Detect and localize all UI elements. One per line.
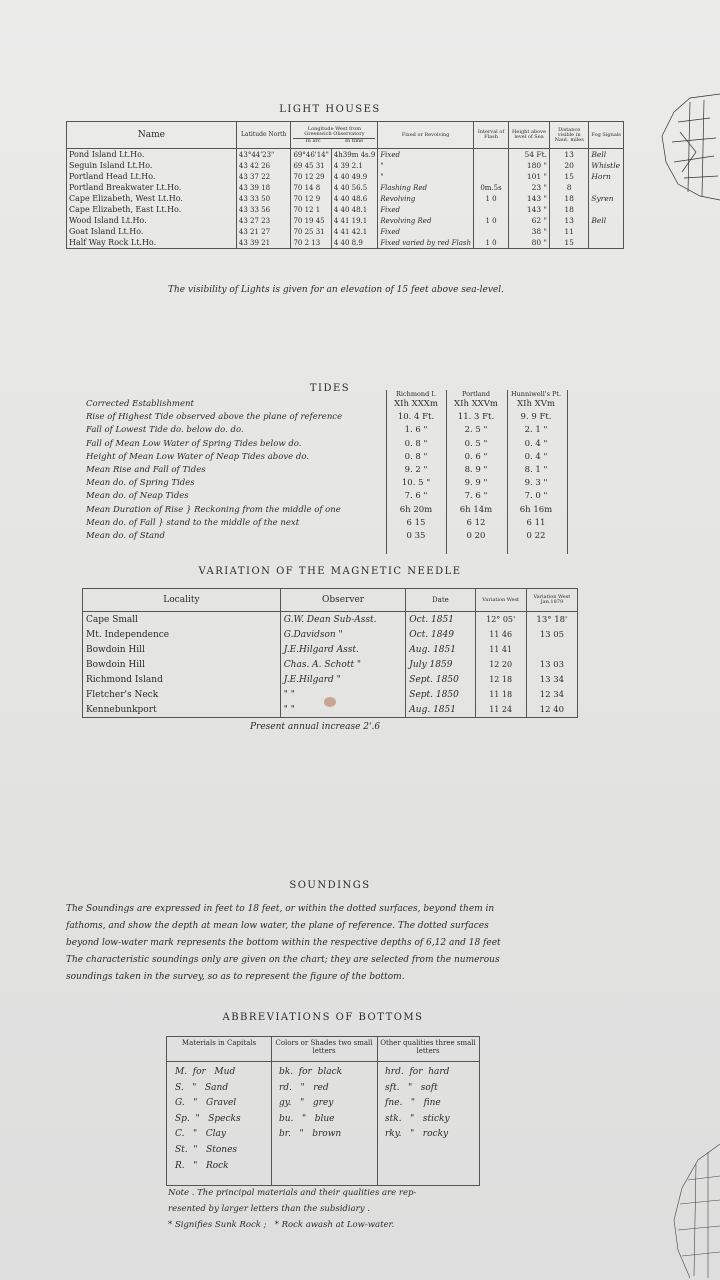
- mag-locality: Fletcher's Neck: [83, 687, 281, 702]
- abbr-quality: fne. " fine: [385, 1098, 441, 1109]
- tide-value: 0 20: [466, 531, 486, 541]
- mag-date: Oct. 1849: [406, 627, 475, 642]
- abbr-header-materials: Materials in Capitals: [181, 1039, 257, 1047]
- lh-fog: Bell: [589, 149, 624, 161]
- lh-name: Pond Island Lt.Ho.: [67, 149, 237, 161]
- lh-latitude: 43 33 50: [236, 193, 291, 204]
- lh-header-distance: Distance visible in Naut. miles: [549, 122, 588, 149]
- lh-type: Fixed: [378, 226, 474, 237]
- tide-value: 10. 4 Ft.: [397, 412, 435, 423]
- lh-height: 180 ": [509, 160, 550, 171]
- lh-header-fog: Fog Signals: [589, 122, 624, 149]
- lh-longitude-arc: 69°46'14": [291, 149, 331, 161]
- lh-type: Revolving: [378, 193, 474, 204]
- lighthouse-row: [67, 193, 624, 204]
- tide-row-label: Mean Duration of Rise } Reckoning from the middle of one: [86, 504, 341, 515]
- mag-observer: G.Davidson ": [280, 627, 406, 642]
- mag-variation-1879: 13° 18': [526, 612, 577, 628]
- lh-type: Fixed: [378, 149, 474, 161]
- tide-row: [86, 452, 566, 465]
- soundings-line: The characteristic soundings only are given on the chart; they are selected from the numerous: [66, 955, 500, 965]
- tide-value: 9. 9 ": [464, 478, 488, 489]
- tide-value: 7. 6 ": [404, 491, 428, 502]
- abbr-material: S. " Sand: [175, 1082, 229, 1093]
- tide-row: [86, 412, 566, 425]
- tide-value: XIh XVm: [517, 399, 555, 409]
- lh-longitude-time: 4h39m 4s.9: [331, 149, 377, 161]
- mag-header-variation: Variation West: [475, 589, 526, 612]
- lh-type: ": [378, 171, 474, 182]
- lh-name: Goat Island Lt.Ho.: [67, 226, 237, 237]
- tides-title: TIDES: [309, 383, 351, 394]
- abbr-color: br. " brown: [279, 1129, 342, 1140]
- mag-locality: Bowdoin Hill: [83, 642, 281, 657]
- lh-interval: [474, 149, 509, 161]
- magnetic-row: [83, 612, 578, 628]
- tide-row: [86, 465, 566, 478]
- mag-variation: 11 24: [475, 702, 526, 718]
- abbr-divider-2: [377, 1037, 378, 1185]
- tide-value: 7. 0 ": [524, 491, 548, 502]
- soundings-line: beyond low-water mark represents the bottom within the respective depths of 6,12 and 18 feet: [66, 938, 501, 948]
- lh-height: 101 ": [509, 171, 550, 182]
- abbr-material: R. " Rock: [175, 1160, 229, 1171]
- mag-variation: 12 18: [475, 672, 526, 687]
- lh-fog: Whistle: [589, 160, 624, 171]
- mag-observer: " ": [280, 702, 406, 718]
- mag-variation-1879: 13 03: [526, 657, 577, 672]
- lh-header-longitude-text: Longitude West from Greenwich Observatory: [304, 125, 365, 137]
- lh-longitude-arc: 70 12 29: [291, 171, 331, 182]
- tide-station-header: Richmond I.: [396, 390, 436, 398]
- soundings-title: SOUNDINGS: [289, 880, 371, 891]
- lh-distance: 20: [549, 160, 588, 171]
- mag-variation-1879: 13 05: [526, 627, 577, 642]
- lh-header-in-arc: In arc: [305, 137, 321, 144]
- abbr-material: G. " Gravel: [175, 1098, 237, 1109]
- soundings-line: fathoms, and show the depth at mean low water, the plane of reference. The dotted surfaces: [66, 921, 489, 931]
- lighthouses-table: [66, 121, 624, 249]
- tide-row: [86, 439, 566, 452]
- tide-value: 2. 5 ": [464, 425, 488, 436]
- stain-mark: [324, 697, 336, 707]
- lh-type: ": [378, 160, 474, 171]
- mag-variation: 12 20: [475, 657, 526, 672]
- lh-interval: 1 0: [474, 193, 509, 204]
- abbreviations-title: ABBREVIATIONS OF BOTTOMS: [222, 1012, 424, 1023]
- tide-value: 9. 2 ": [404, 465, 428, 475]
- lh-type: Fixed: [378, 204, 474, 215]
- lh-fog: Syren: [589, 193, 624, 204]
- mag-observer: " ": [280, 687, 406, 702]
- abbr-material: C. " Clay: [175, 1129, 226, 1140]
- magnetic-row: [83, 672, 578, 687]
- tide-row-label: Height of Mean Low Water of Neap Tides above do.: [86, 451, 309, 462]
- abbreviations-note-line: Note . The principal materials and their qualities are rep-: [168, 1188, 417, 1198]
- tide-value: 10. 5 ": [401, 478, 431, 489]
- tide-row: [86, 478, 566, 491]
- lh-latitude: 43 42 26: [236, 160, 291, 171]
- lh-longitude-arc: 70 14 8: [291, 182, 331, 193]
- mag-variation: 11 18: [475, 687, 526, 702]
- tide-value: 1. 6 ": [404, 425, 428, 436]
- magnetic-row: [83, 642, 578, 657]
- tide-row-label: Fall of Mean Low Water of Spring Tides below do.: [86, 438, 302, 449]
- tide-station-header: Hunniwell's Pt.: [510, 390, 562, 398]
- map-fragment-bottom: [668, 1140, 720, 1280]
- abbreviations-table: [166, 1036, 480, 1186]
- lh-fog: [589, 182, 624, 193]
- tide-value: 0. 8 ": [404, 438, 428, 449]
- mag-header-variation-1879: Variation West Jan.1879: [526, 589, 577, 612]
- tide-value: 0. 4 ": [524, 451, 548, 462]
- tide-value: 9. 3 ": [524, 478, 548, 489]
- lighthouse-row: [67, 237, 624, 249]
- lighthouse-row: [67, 215, 624, 226]
- lh-name: Half Way Rock Lt.Ho.: [67, 237, 237, 249]
- abbr-quality: sft. " soft: [385, 1082, 438, 1093]
- tide-value: 6 11: [526, 517, 546, 528]
- abbreviations-note-line: * Signifies Sunk Rock ; * Rock awash at Low-water.: [168, 1220, 395, 1230]
- abbr-header-colors: Colors or Shades two small letters: [275, 1039, 373, 1055]
- lighthouse-row: [67, 171, 624, 182]
- mag-observer: Chas. A. Schott ": [280, 657, 406, 672]
- tide-row-label: Rise of Highest Tide observed above the plane of reference: [86, 412, 343, 423]
- abbr-color: bk. for black: [279, 1067, 343, 1077]
- abbr-quality: hrd. for hard: [385, 1067, 450, 1077]
- lh-name: Cape Elizabeth, West Lt.Ho.: [67, 193, 237, 204]
- mag-locality: Cape Small: [83, 612, 281, 628]
- lh-header-height: Height above level of Sea: [509, 122, 550, 149]
- mag-locality: Mt. Independence: [83, 627, 281, 642]
- abbr-header-rule: [167, 1061, 479, 1062]
- lh-name: Seguin Island Lt.Ho.: [67, 160, 237, 171]
- lh-interval: 1 0: [474, 215, 509, 226]
- lh-longitude-time: 4 40 49.9: [331, 171, 377, 182]
- tide-value: 8. 9 ": [464, 465, 488, 475]
- magnetic-title: VARIATION OF THE MAGNETIC NEEDLE: [198, 566, 462, 577]
- tide-value: 11. 3 Ft.: [457, 412, 495, 423]
- tide-value: XIh XXXm: [394, 399, 438, 409]
- mag-header-locality: Locality: [83, 589, 281, 612]
- lh-longitude-time: 4 39 2.1: [331, 160, 377, 171]
- mag-header-observer: Observer: [280, 589, 406, 612]
- lh-interval: [474, 160, 509, 171]
- tide-row: [86, 425, 566, 438]
- tide-value: 0. 8 ": [404, 451, 428, 462]
- lh-longitude-time: 4 40 56.5: [331, 182, 377, 193]
- lh-fog: [589, 237, 624, 249]
- lh-distance: 8: [549, 182, 588, 193]
- soundings-line: The Soundings are expressed in feet to 18 feet, or within the dotted surfaces, beyond them in: [66, 904, 495, 914]
- lighthouse-row: [67, 182, 624, 193]
- lh-longitude-arc: 70 12 9: [291, 193, 331, 204]
- lh-type: Flashing Red: [378, 182, 474, 193]
- mag-header-date: Date: [406, 589, 475, 612]
- abbr-material: Sp. " Specks: [175, 1113, 241, 1124]
- mag-variation: 11 41: [475, 642, 526, 657]
- tide-row: [86, 531, 566, 544]
- abbr-divider-1: [271, 1037, 272, 1185]
- lh-header-in-time: In time: [345, 137, 364, 144]
- mag-variation-1879: [526, 642, 577, 657]
- lighthouse-row: [67, 160, 624, 171]
- lh-height: 23 ": [509, 182, 550, 193]
- magnetic-row: [83, 657, 578, 672]
- tide-row-label: Mean do. of Stand: [86, 531, 165, 541]
- lh-longitude-time: 4 40 48.6: [331, 193, 377, 204]
- lh-name: Cape Elizabeth, East Lt.Ho.: [67, 204, 237, 215]
- lh-distance: 18: [549, 193, 588, 204]
- lh-fog: Bell: [589, 215, 624, 226]
- mag-variation-1879: 12 34: [526, 687, 577, 702]
- tide-row-label: Mean do. of Neap Tides: [86, 491, 189, 502]
- lh-longitude-time: 4 41 19.1: [331, 215, 377, 226]
- mag-locality: Bowdoin Hill: [83, 657, 281, 672]
- tide-row: [86, 505, 566, 518]
- lh-header-interval: Interval of Flash: [474, 122, 509, 149]
- lighthouses-note: The visibility of Lights is given for an elevation of 15 feet above sea-level.: [168, 285, 504, 295]
- lh-header-name: Name: [67, 122, 237, 149]
- lh-latitude: 43 33 56: [236, 204, 291, 215]
- tide-row: [86, 491, 566, 504]
- lh-name: Portland Head Lt.Ho.: [67, 171, 237, 182]
- tide-station-header: Portland: [461, 390, 491, 398]
- tide-row: [86, 399, 566, 412]
- lh-interval: [474, 204, 509, 215]
- lh-distance: 15: [549, 237, 588, 249]
- mag-locality: Richmond Island: [83, 672, 281, 687]
- abbr-color: rd. " red: [279, 1082, 329, 1093]
- tide-value: 2. 1 ": [524, 425, 548, 436]
- lh-latitude: 43°44'23": [236, 149, 291, 161]
- lh-longitude-arc: 70 19 45: [291, 215, 331, 226]
- mag-date: July 1859: [406, 657, 475, 672]
- lh-height: 54 Ft.: [509, 149, 550, 161]
- lh-interval: [474, 226, 509, 237]
- lh-header-latitude: Latitude North: [236, 122, 291, 149]
- tide-value: 6 12: [466, 517, 486, 528]
- mag-variation: 11 46: [475, 627, 526, 642]
- lh-longitude-arc: 70 2 13: [291, 237, 331, 249]
- lh-name: Portland Breakwater Lt.Ho.: [67, 182, 237, 193]
- tide-value: 7. 6 ": [464, 491, 488, 502]
- mag-observer: G.W. Dean Sub-Asst.: [280, 612, 406, 628]
- lighthouse-row: [67, 226, 624, 237]
- tide-value: XIh XXVm: [454, 399, 498, 409]
- mag-date: Sept. 1850: [406, 672, 475, 687]
- tide-value: 8. 1 ": [524, 465, 548, 475]
- lh-height: 143 ": [509, 193, 550, 204]
- lh-longitude-arc: 70 25 31: [291, 226, 331, 237]
- lh-distance: 13: [549, 149, 588, 161]
- tide-row-label: Fall of Lowest Tide do. below do. do.: [86, 425, 244, 436]
- abbr-quality: stk. " sticky: [385, 1113, 450, 1124]
- lh-distance: 13: [549, 215, 588, 226]
- mag-observer: J.E.Hilgard Asst.: [280, 642, 406, 657]
- lh-longitude-time: 4 41 42.1: [331, 226, 377, 237]
- tide-row-label: Mean Rise and Fall of Tides: [86, 465, 206, 475]
- lh-latitude: 43 39 21: [236, 237, 291, 249]
- abbr-quality: rky. " rocky: [385, 1129, 449, 1140]
- lighthouse-row: [67, 149, 624, 161]
- lh-height: 62 ": [509, 215, 550, 226]
- mag-variation: 12° 05': [475, 612, 526, 628]
- mag-locality: Kennebunkport: [83, 702, 281, 718]
- lh-latitude: 43 27 23: [236, 215, 291, 226]
- mag-observer: J.E.Hilgard ": [280, 672, 406, 687]
- soundings-line: soundings taken in the survey, so as to represent the figure of the bottom.: [66, 972, 405, 982]
- tide-row-label: Corrected Establishment: [86, 399, 194, 409]
- lh-latitude: 43 39 18: [236, 182, 291, 193]
- lh-type: Revolving Red: [378, 215, 474, 226]
- tide-value: 6h 16m: [519, 504, 553, 515]
- tide-row-label: Mean do. of Spring Tides: [86, 478, 195, 489]
- tide-value: 6 15: [406, 517, 426, 528]
- tide-value: 0 22: [526, 531, 546, 541]
- mag-variation-1879: 12 40: [526, 702, 577, 718]
- lh-longitude-arc: 69 45 31: [291, 160, 331, 171]
- lh-fog: [589, 204, 624, 215]
- lh-header-fixed: Fixed or Revolving: [378, 122, 474, 149]
- lh-height: 143 ": [509, 204, 550, 215]
- lh-longitude-time: 4 40 8.9: [331, 237, 377, 249]
- tide-value: 6h 20m: [399, 504, 433, 515]
- abbr-color: bu. " blue: [279, 1113, 335, 1124]
- tide-value: 0. 4 ": [524, 438, 548, 449]
- lh-longitude-time: 4 40 48.1: [331, 204, 377, 215]
- lh-header-longitude: [291, 122, 378, 149]
- tide-value: 0. 6 ": [464, 451, 488, 462]
- lighthouses-title: LIGHT HOUSES: [279, 104, 381, 115]
- lh-height: 38 ": [509, 226, 550, 237]
- abbr-material: M. for Mud: [175, 1067, 236, 1077]
- lh-name: Wood Island Lt.Ho.: [67, 215, 237, 226]
- lh-interval: 0m.5s: [474, 182, 509, 193]
- lh-latitude: 43 37 22: [236, 171, 291, 182]
- mag-date: Aug. 1851: [406, 702, 475, 718]
- tide-value: 0 35: [406, 531, 426, 541]
- tide-value: 0. 5 ": [464, 438, 488, 449]
- magnetic-row: [83, 627, 578, 642]
- lh-type: Fixed varied by red Flash: [378, 237, 474, 249]
- tide-value: 6h 14m: [459, 504, 493, 515]
- lh-longitude-arc: 70 12 1: [291, 204, 331, 215]
- lh-interval: [474, 171, 509, 182]
- lh-distance: 18: [549, 204, 588, 215]
- abbreviations-note-line: resented by larger letters than the subsidiary .: [168, 1204, 370, 1214]
- lh-height: 80 ": [509, 237, 550, 249]
- tide-value: 9. 9 Ft.: [520, 412, 552, 423]
- lh-distance: 11: [549, 226, 588, 237]
- abbr-color: gy. " grey: [279, 1098, 334, 1109]
- mag-date: Aug. 1851: [406, 642, 475, 657]
- map-fragment-top: [660, 92, 720, 202]
- lh-distance: 15: [549, 171, 588, 182]
- mag-date: Oct. 1851: [406, 612, 475, 628]
- tide-row-label: Mean do. of Fall } stand to the middle of the next: [86, 517, 300, 528]
- lh-latitude: 43 21 27: [236, 226, 291, 237]
- lh-interval: 1 0: [474, 237, 509, 249]
- magnetic-note: Present annual increase 2'.6: [250, 722, 381, 732]
- mag-variation-1879: 13 34: [526, 672, 577, 687]
- lighthouse-row: [67, 204, 624, 215]
- tide-row: [86, 518, 566, 531]
- lh-fog: [589, 226, 624, 237]
- abbr-material: St. " Stones: [175, 1145, 238, 1155]
- abbr-header-qualities: Other qualities three small letters: [380, 1039, 476, 1055]
- mag-date: Sept. 1850: [406, 687, 475, 702]
- lh-fog: Horn: [589, 171, 624, 182]
